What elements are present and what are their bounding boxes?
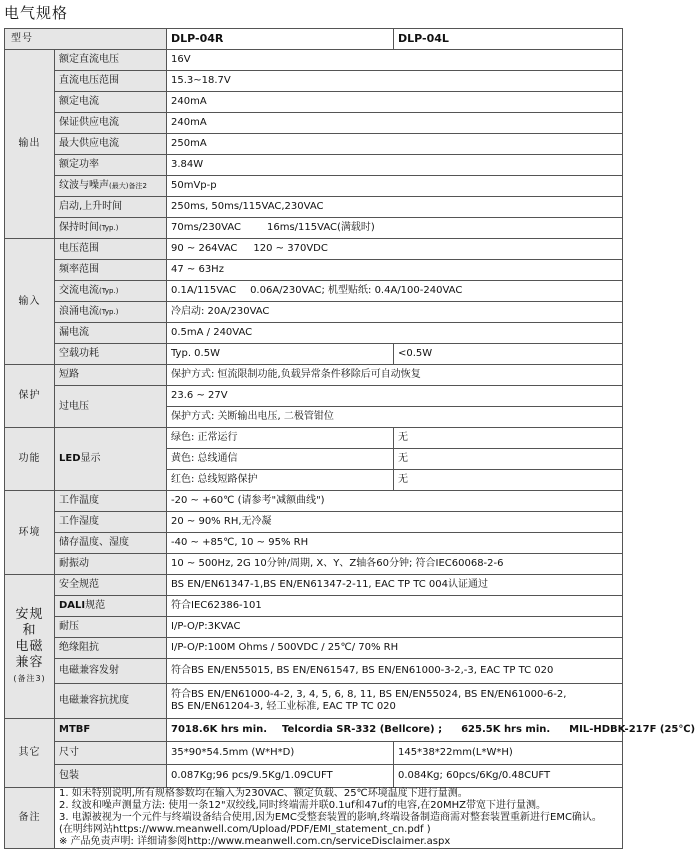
row-text: 红色: 总线短路保护 (167, 470, 394, 491)
row-value (167, 218, 623, 239)
note-line: 2. 纹波和噪声测量方法: 使用一条12"双绞线,同时终端需并联0.1uf和47uf的电容,在20MHZ带宽下进行量测。 (59, 800, 547, 811)
page-title: 电气规格 (4, 4, 69, 22)
table-row (5, 260, 623, 281)
label-prefix: LED (59, 453, 81, 464)
row-label: 工作温度 (55, 491, 167, 512)
row-value: -20 ~ +60℃ (请参考"减额曲线") (167, 491, 623, 512)
table-row (5, 134, 623, 155)
row-value: 符合IEC62386-101 (167, 596, 623, 617)
row-value: BS EN/EN61347-1,BS EN/EN61347-2-11, EAC TP TC 004认证通过 (167, 575, 623, 596)
row-value (167, 684, 623, 719)
row-label: 储存温度、湿度 (55, 533, 167, 554)
value-b: 0.06A/230VAC; 机型贴纸: 0.4A/100-240VAC (250, 285, 463, 296)
mtbf-a-standard: Telcordia SR-332 (Bellcore) ; (282, 724, 443, 735)
label-main: 显示 (80, 453, 101, 464)
table-row (5, 533, 623, 554)
row-value: 保护方式: 关断输出电压, 二极管钳位 (167, 407, 623, 428)
group-line: 兼容 (15, 654, 44, 670)
table-row (5, 684, 623, 719)
group-line: 电磁 (15, 638, 44, 654)
notes-block (55, 788, 623, 849)
note-line: 1. 如未特别说明,所有规格参数均在输入为230VAC、额定负载、25℃环境温度下进行量测。 (59, 788, 468, 799)
value-a: 0.1A/115VAC (171, 285, 237, 296)
mtbf-a-hours: 7018.6K hrs min. (171, 724, 268, 735)
note-line: ※ 产品免责声明: 详细请参阅http://www.meanwell.com.cn/serviceDisclaimer.aspx (59, 836, 451, 847)
row-label (55, 428, 167, 491)
row-label (55, 281, 167, 302)
row-label: 空载功耗 (55, 344, 167, 365)
label-main: 规范 (85, 600, 106, 611)
row-label: 耐压 (55, 617, 167, 638)
table-row (5, 92, 623, 113)
group-function: 功能 (5, 428, 55, 491)
row-value: 3.84W (167, 155, 623, 176)
row-label: 电磁兼容抗扰度 (55, 684, 167, 719)
row-value: I/P-O/P:100M Ohms / 500VDC / 25℃/ 70% RH (167, 638, 623, 659)
row-text: 绿色: 正常运行 (167, 428, 394, 449)
table-row (5, 428, 623, 449)
label-prefix: DALI (59, 600, 86, 611)
group-line: 安规 (15, 606, 44, 622)
row-label: 绝缘阻抗 (55, 638, 167, 659)
table-row (5, 491, 623, 512)
label-main: 纹波与噪声 (59, 180, 109, 191)
row-label: 安全规范 (55, 575, 167, 596)
value-a: 70ms/230VAC (171, 222, 241, 233)
group-notes: 备注 (5, 788, 55, 849)
label-main: 浪涌电流 (59, 306, 99, 317)
row-value-a: 0.087Kg;96 pcs/9.5Kg/1.09CUFT (167, 765, 394, 788)
row-label: 启动,上升时间 (55, 197, 167, 218)
value-b: 120 ~ 370VDC (253, 243, 328, 254)
row-value: 无 (394, 428, 623, 449)
label-sub: (Typ.) (99, 308, 119, 316)
row-value: -40 ~ +85℃, 10 ~ 95% RH (167, 533, 623, 554)
row-label: MTBF (55, 719, 167, 742)
row-label: 电压范围 (55, 239, 167, 260)
value-line: 符合BS EN/EN61000-4-2, 3, 4, 5, 6, 8, 11, BS EN/EN55024, BS EN/EN61000-6-2, (171, 689, 567, 700)
row-label: 漏电流 (55, 323, 167, 344)
table-row (5, 344, 623, 365)
row-value: 16V (167, 50, 623, 71)
label-sub: (Typ.) (99, 224, 119, 232)
table-row (5, 386, 623, 407)
row-value: 240mA (167, 92, 623, 113)
label-sub: (最大)备注2 (109, 182, 147, 190)
row-value: 250mA (167, 134, 623, 155)
table-row (5, 365, 623, 386)
table-row (5, 742, 623, 765)
row-label (55, 176, 167, 197)
table-row (5, 719, 623, 742)
row-value-a: Typ. 0.5W (167, 344, 394, 365)
row-label: 短路 (55, 365, 167, 386)
row-value: 240mA (167, 113, 623, 134)
row-label: 频率范围 (55, 260, 167, 281)
note-line: 3. 电源被视为一个元件与终端设备结合使用,因为EMC受整套装置的影响,终端设备制造商需对整套装置重新进行EMC确认。 (59, 812, 602, 823)
group-output: 输出 (5, 50, 55, 239)
table-row (5, 765, 623, 788)
row-value-b: <0.5W (394, 344, 623, 365)
group-others: 其它 (5, 719, 55, 788)
table-row (5, 71, 623, 92)
row-label: 保证供应电流 (55, 113, 167, 134)
header-row (5, 29, 623, 50)
table-row (5, 512, 623, 533)
row-text: 黄色: 总线通信 (167, 449, 394, 470)
row-value: 无 (394, 449, 623, 470)
row-value: 保护方式: 恒流限制功能,负载异常条件移除后可自动恢复 (167, 365, 623, 386)
value-b: 16ms/115VAC(满载时) (266, 222, 375, 233)
row-label: 直流电压范围 (55, 71, 167, 92)
row-value: 10 ~ 500Hz, 2G 10分钟/周期, X、Y、Z轴各60分钟; 符合IEC60068-2-6 (167, 554, 623, 575)
row-value: 无 (394, 470, 623, 491)
row-value-b: 145*38*22mm(L*W*H) (394, 742, 623, 765)
row-label: 额定电流 (55, 92, 167, 113)
table-row (5, 788, 623, 849)
row-label (55, 218, 167, 239)
table-row (5, 113, 623, 134)
row-label: 耐振动 (55, 554, 167, 575)
row-value: 符合BS EN/EN55015, BS EN/EN61547, BS EN/EN61000-3-2,-3, EAC TP TC 020 (167, 659, 623, 684)
mtbf-b-hours: 625.5K hrs min. (461, 724, 551, 735)
table-row (5, 638, 623, 659)
table-row (5, 659, 623, 684)
row-label: 电磁兼容发射 (55, 659, 167, 684)
model-label: 型号 (5, 29, 167, 50)
mtbf-b-standard: MIL-HDBK-217F (25℃) (569, 724, 695, 735)
row-value (167, 719, 695, 742)
row-value-a: 35*90*54.5mm (W*H*D) (167, 742, 394, 765)
row-value: 冷启动: 20A/230VAC (167, 302, 623, 323)
row-label (55, 302, 167, 323)
row-label: 工作湿度 (55, 512, 167, 533)
row-label: 包装 (55, 765, 167, 788)
row-value: 0.5mA / 240VAC (167, 323, 623, 344)
table-row (5, 155, 623, 176)
group-safety-emc (5, 575, 55, 719)
group-input: 输入 (5, 239, 55, 365)
group-note: (备注3) (13, 673, 46, 683)
table-row (5, 281, 623, 302)
row-label: 尺寸 (55, 742, 167, 765)
table-row (5, 596, 623, 617)
table-row (5, 239, 623, 260)
row-value: 15.3~18.7V (167, 71, 623, 92)
row-value: 47 ~ 63Hz (167, 260, 623, 281)
label-main: 保持时间 (59, 222, 99, 233)
row-value: 20 ~ 90% RH,无冷凝 (167, 512, 623, 533)
row-value (167, 239, 623, 260)
table-row (5, 197, 623, 218)
table-row (5, 50, 623, 71)
group-line: 和 (22, 622, 37, 638)
model-a: DLP-04R (167, 29, 394, 50)
table-row (5, 554, 623, 575)
table-row (5, 323, 623, 344)
row-label: 额定功率 (55, 155, 167, 176)
value-a: 90 ~ 264VAC (171, 243, 238, 254)
group-protection: 保护 (5, 365, 55, 428)
model-b: DLP-04L (394, 29, 623, 50)
label-main: 交流电流 (59, 285, 99, 296)
table-row (5, 617, 623, 638)
row-value (167, 281, 623, 302)
table-row (5, 575, 623, 596)
table-row (5, 302, 623, 323)
row-label: 额定直流电压 (55, 50, 167, 71)
row-value: I/P-O/P:3KVAC (167, 617, 623, 638)
group-environment: 环境 (5, 491, 55, 575)
row-value: 250ms, 50ms/115VAC,230VAC (167, 197, 623, 218)
row-label: 过电压 (55, 386, 167, 428)
value-line: BS EN/EN61204-3, 轻工业标准, EAC TP TC 020 (171, 701, 396, 712)
row-value-b: 0.084Kg; 60pcs/6Kg/0.48CUFT (394, 765, 623, 788)
table-row (5, 218, 623, 239)
label-sub: (Typ.) (99, 287, 119, 295)
row-label (55, 596, 167, 617)
row-value: 50mVp-p (167, 176, 623, 197)
row-label: 最大供应电流 (55, 134, 167, 155)
note-line: (在明纬网站https://www.meanwell.com/Upload/PDF/EMI_statement_cn.pdf ) (59, 824, 431, 835)
spec-table (4, 28, 695, 849)
table-row (5, 176, 623, 197)
row-value: 23.6 ~ 27V (167, 386, 623, 407)
